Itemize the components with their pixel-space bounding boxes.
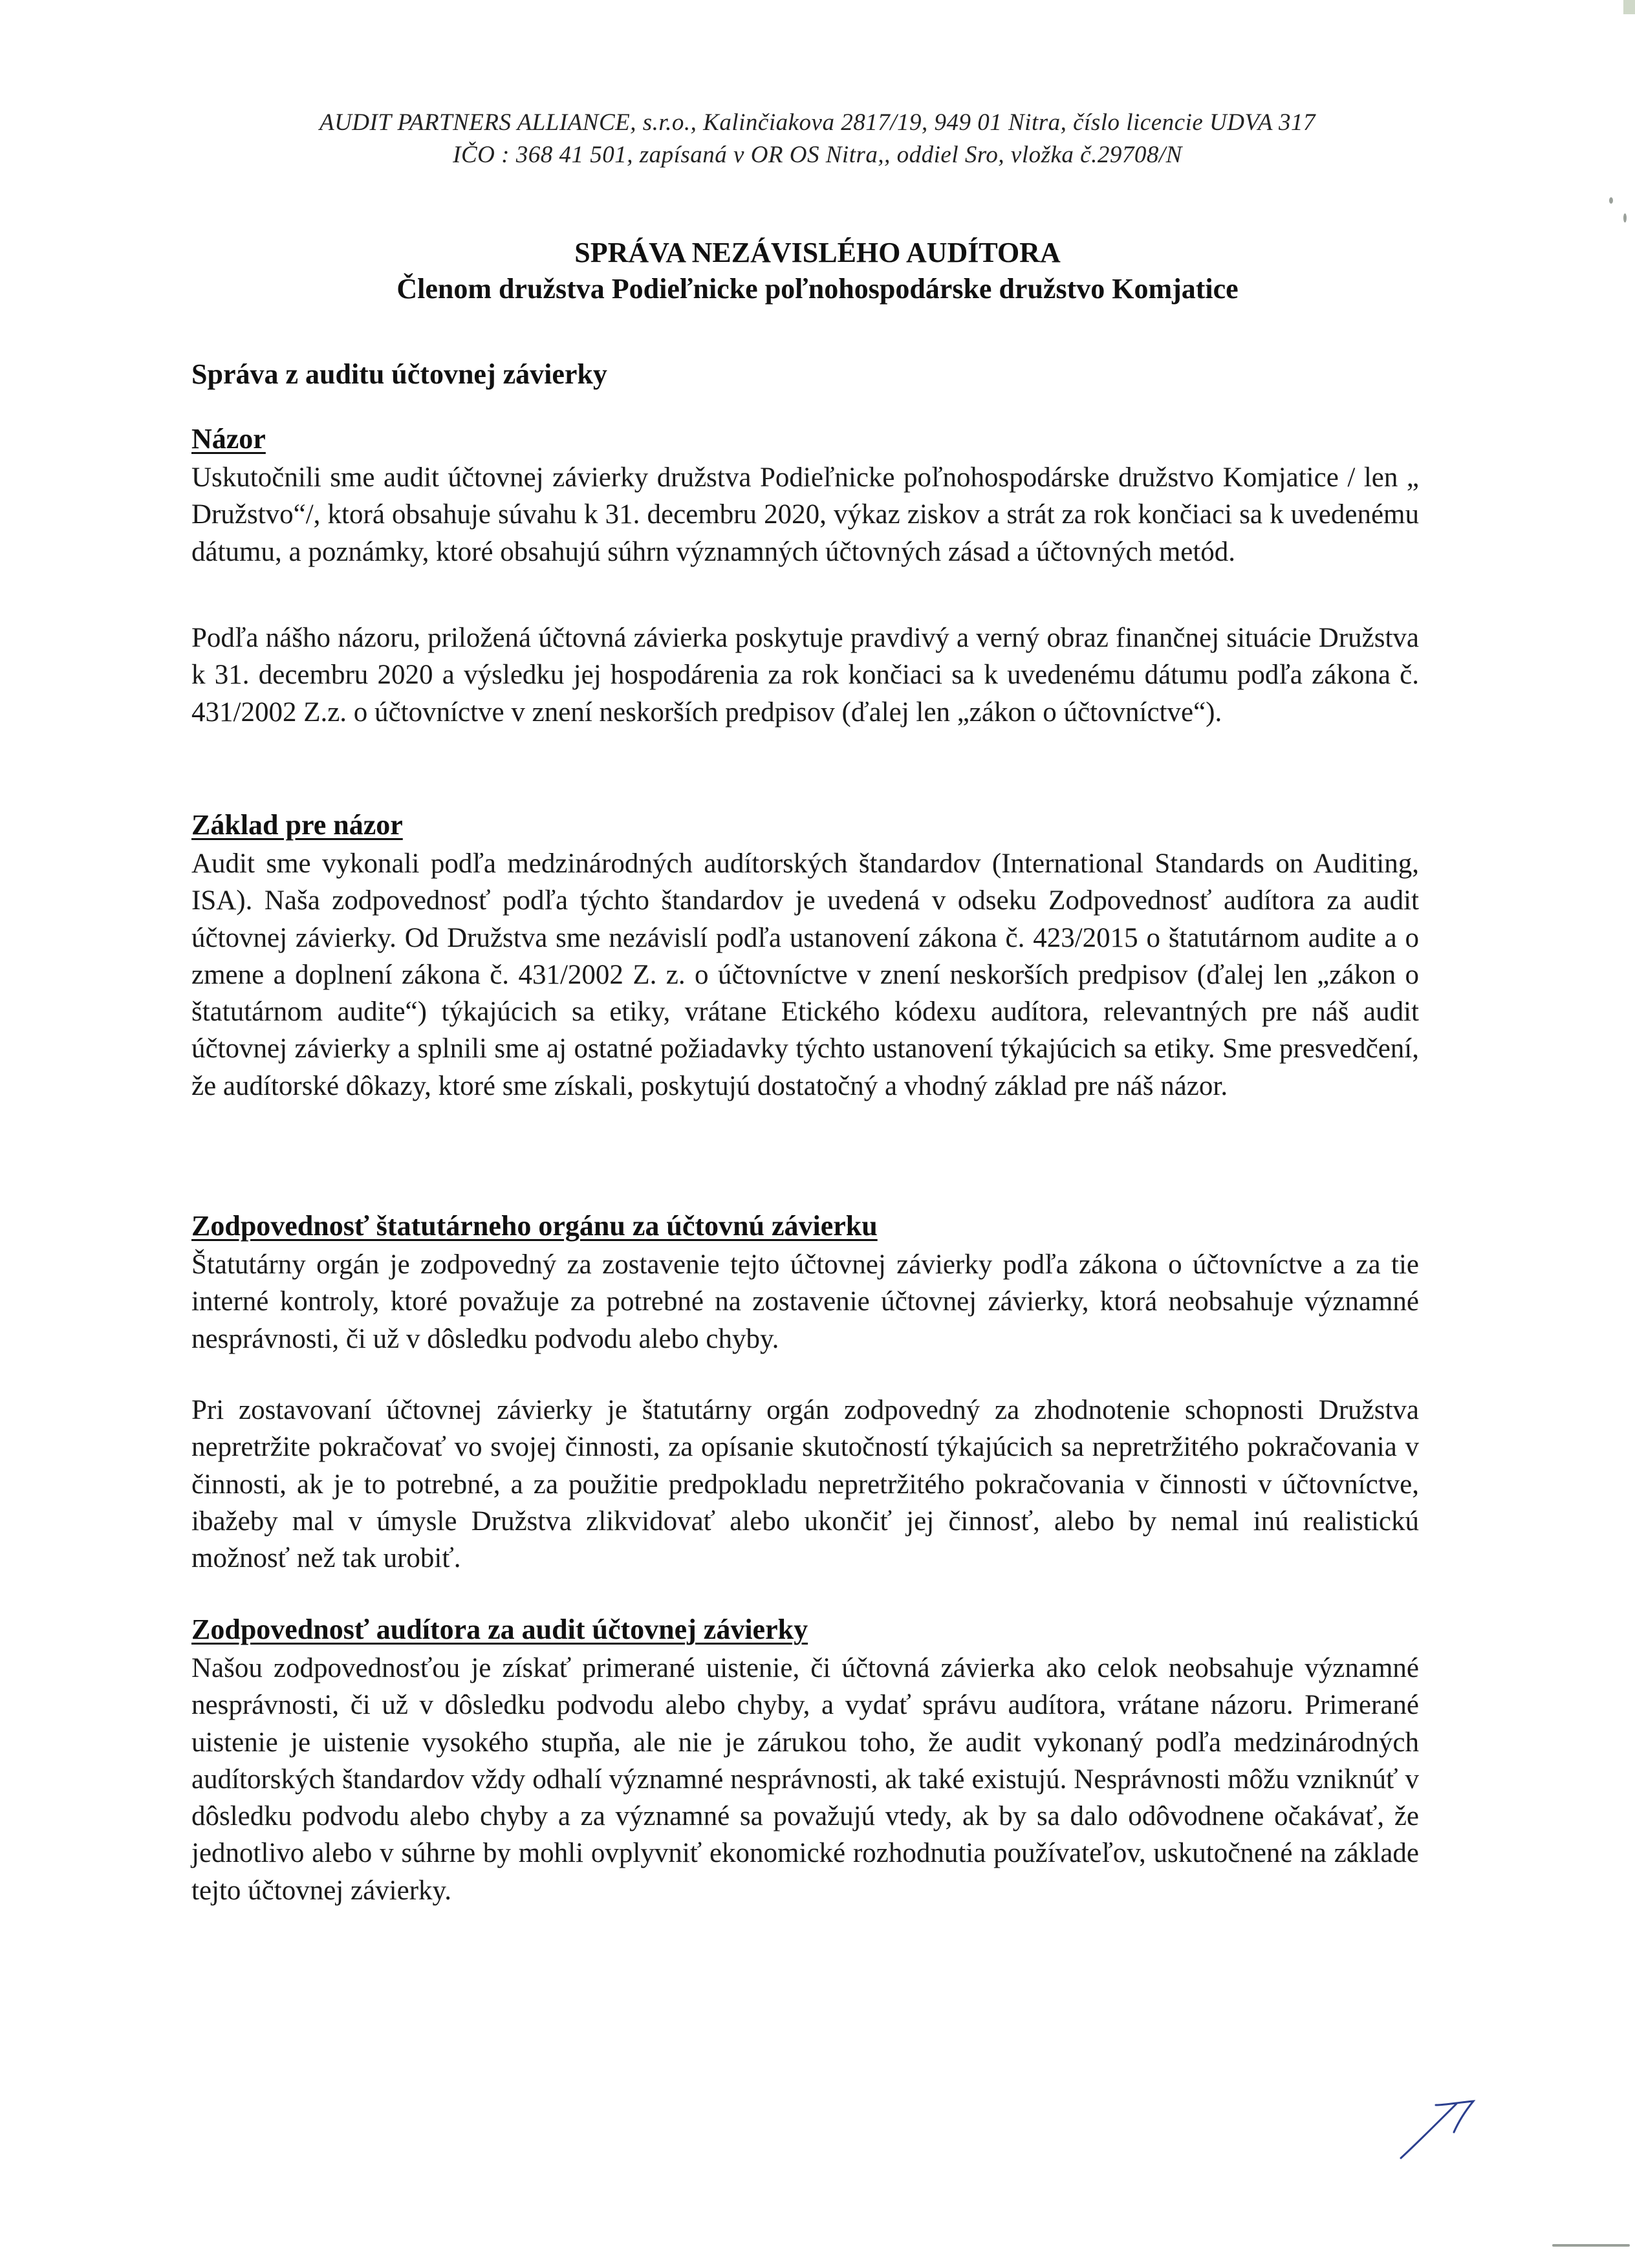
paragraph-nazor-2: Podľa nášho názoru, priložená účtovná závierka poskytuje pravdivý a verný obraz finančnej situácie Družstva k 31. decembru 2020 a výsledku jej hospodárenia za rok končiaci sa k uvedenému dátumu podľa zákona č. 431/2002 Z.z. o účtovníctve v znení neskorších predpisov (ďalej len „zákon o účtovníctve“). xyxy=(191,623,1419,728)
heading-zaklad: Základ pre názor xyxy=(191,809,403,841)
paragraph-nazor-1: Uskutočnili sme audit účtovnej závierky družstva Podieľnicke poľnohospodárske družstvo Komjatice / len „ Družstvo“/, ktorá obsahuje súvahu k 31. decembru 2020, výkaz ziskov a strát za rok končiaci sa k uvedenému dátumu, a poznámky, ktoré obsahujú súhrn významných účtovných zásad a účtovných metód. xyxy=(191,462,1419,567)
paragraph-zaklad-1: Audit sme vykonali podľa medzinárodných audítorských štandardov (International Standards on Auditing, ISA). Naša zodpovednosť podľa týchto štandardov je uvedená v odseku Zodpovednosť audítora za audit účtovnej závierky. Od Družstva sme nezávislí podľa ustanovení zákona č. 423/2015 o štatutárnom audite a o zmene a doplnení zákona č. 431/2002 Z. z. o účtovníctve v znení neskorších predpisov (ďalej len „zákon o štatutárnom audite“) týkajúcich sa etiky, vrátane Etického kódexu audítora, relevantných pre náš audit účtovnej závierky a splnili sme aj ostatné požiadavky týchto ustanovení týkajúcich sa etiky. Sme presvedčení, že audítorské dôkazy, ktoré sme získali, poskytujú dostatočný a vhodný základ pre náš názor. xyxy=(191,848,1419,1101)
initials-signature xyxy=(1397,2099,1481,2163)
page-edge-mark xyxy=(1623,0,1635,14)
report-title: SPRÁVA NEZÁVISLÉHO AUDÍTORA xyxy=(574,237,1061,268)
paragraph-auditor-1: Našou zodpovednosťou je získať primerané uistenie, či účtovná závierka ako celok neobsahuje významné nesprávnosti, či už v dôsledku podvodu alebo chyby, a vydať správu audítora, vrátane názoru. Primerané uistenie je uistenie vysokého stupňa, ale nie je zárukou toho, že audit vykonaný podľa medzinárodných audítorských štandardov vždy odhalí významné nesprávnosti, ak také existujú. Nesprávnosti môžu vzniknúť v dôsledku podvodu alebo chyby a za významné sa považujú vtedy, ak by sa dalo odôvodnene očakávať, že jednotlivo alebo v súhrne by mohli ovplyvniť ekonomické rozhodnutia používateľov, uskutočnené na základe tejto účtovnej závierky. xyxy=(191,1653,1419,1906)
scan-speck xyxy=(1623,213,1627,222)
heading-nazor: Názor xyxy=(191,423,266,455)
heading-auditor: Zodpovednosť audítora za audit účtovnej závierky xyxy=(191,1614,808,1645)
paragraph-statutar-2: Pri zostavovaní účtovnej závierky je štatutárny orgán zodpovedný za zhodnotenie schopnosti Družstva nepretržite pokračovať vo svojej činnosti, za opísanie skutočností týkajúcich sa nepretržitého pokračovania v činnosti, ak je to potrebné, a za použitie predpokladu nepretržitého pokračovania v činnosti v účtovníctve, ibažeby mal v úmysle Družstva zlikvidovať alebo ukončiť jej činnosť, alebo by nemal inú realistickú možnosť než tak urobiť. xyxy=(191,1395,1419,1574)
paragraph-statutar-1: Štatutárny orgán je zodpovedný za zostavenie tejto účtovnej závierky podľa zákona o účtovníctve a za tie interné kontroly, ktoré považuje za potrebné na zostavenie účtovnej závierky, ktorá neobsahuje významné nesprávnosti, či už v dôsledku podvodu alebo chyby. xyxy=(191,1249,1419,1354)
report-addressee: Členom družstva Podieľnicke poľnohospodárske družstvo Komjatice xyxy=(396,273,1239,305)
letterhead-line-2: IČO : 368 41 501, zapísaná v OR OS Nitra,, oddiel Sro, vložka č.29708/N xyxy=(453,142,1182,168)
letterhead-line-1: AUDIT PARTNERS ALLIANCE, s.r.o., Kalinčiakova 2817/19, 949 01 Nitra, číslo licencie UDVA 317 xyxy=(319,109,1316,136)
heading-statutar: Zodpovednosť štatutárneho orgánu za účtovnú závierku xyxy=(191,1210,878,1242)
section-heading: Správa z auditu účtovnej závierky xyxy=(191,358,607,390)
scan-speck xyxy=(1552,2244,1630,2247)
scan-speck xyxy=(1609,197,1613,204)
